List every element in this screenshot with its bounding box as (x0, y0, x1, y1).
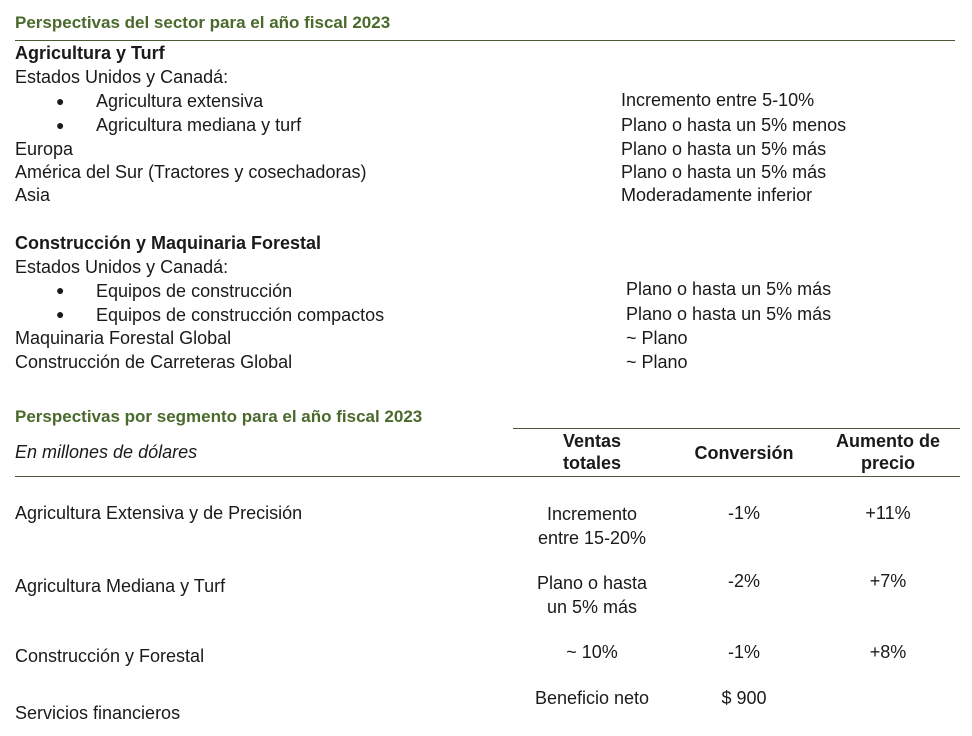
segment-row-label: Agricultura Extensiva y de Precisión (15, 503, 303, 523)
cf-item-outlook: Plano o hasta un 5% más (626, 304, 832, 324)
cf-item-label: Equipos de construcción (96, 281, 293, 301)
ag-row-outlook: Plano o hasta un 5% más (621, 139, 827, 159)
segment-row-conversion: -2% (727, 571, 760, 591)
ag-region-label: Estados Unidos y Canadá: (15, 67, 229, 87)
segment-row-label: Agricultura Mediana y Turf (15, 576, 226, 596)
ag-turf-heading: Agricultura y Turf (15, 43, 165, 63)
segment-outlook-title: Perspectivas por segmento para el año fiscal 2023 (15, 407, 423, 426)
ag-row-outlook: Moderadamente inferior (621, 185, 813, 205)
bullet-icon: ● (56, 117, 65, 133)
segment-row-conversion: -1% (727, 642, 760, 662)
cf-row-label: Maquinaria Forestal Global (15, 328, 232, 348)
bullet-icon: ● (56, 306, 65, 322)
ag-item-outlook: Plano o hasta un 5% menos (621, 115, 847, 135)
cf-region-label: Estados Unidos y Canadá: (15, 257, 229, 277)
segment-row-conversion: -1% (727, 503, 760, 523)
segment-row-sales: Beneficio neto (534, 688, 650, 708)
sector-outlook-title: Perspectivas del sector para el año fiscal 2023 (15, 13, 391, 32)
conversion-header: Conversión (694, 443, 794, 463)
segment-row-conversion: $ 900 (721, 688, 767, 708)
header-bottom-divider (15, 476, 960, 477)
cf-row-outlook: ~ Plano (626, 328, 688, 348)
ag-item-label: Agricultura extensiva (96, 91, 264, 111)
ag-row-label: Europa (15, 139, 74, 159)
cf-row-outlook: ~ Plano (626, 352, 688, 372)
ag-item-label: Agricultura mediana y turf (96, 115, 302, 135)
cf-item-label: Equipos de construcción compactos (96, 305, 385, 325)
bullet-icon: ● (56, 93, 65, 109)
segment-row-sales: Plano o hasta un 5% más (536, 573, 648, 617)
segment-row-price: +8% (869, 642, 907, 662)
header-top-divider (513, 428, 960, 429)
segment-row-price: +7% (869, 571, 907, 591)
sales-header: Ventas totales (562, 431, 622, 473)
price-header: Aumento de precio (835, 431, 940, 473)
units-label: En millones de dólares (15, 442, 198, 462)
construction-heading: Construcción y Maquinaria Forestal (15, 233, 322, 253)
ag-row-outlook: Plano o hasta un 5% más (621, 162, 827, 182)
ag-row-label: Asia (15, 185, 51, 205)
cf-item-outlook: Plano o hasta un 5% más (626, 279, 832, 299)
segment-row-sales: ~ 10% (566, 642, 618, 662)
segment-row-label: Servicios financieros (15, 703, 181, 723)
bullet-icon: ● (56, 282, 65, 298)
ag-item-outlook: Incremento entre 5-10% (621, 90, 815, 110)
segment-row-price: +11% (865, 503, 911, 523)
segment-row-sales: Incremento entre 15-20% (537, 504, 647, 548)
title-divider (15, 40, 955, 41)
cf-row-label: Construcción de Carreteras Global (15, 352, 293, 372)
segment-row-label: Construcción y Forestal (15, 646, 205, 666)
ag-row-label: América del Sur (Tractores y cosechadoras) (15, 162, 367, 182)
